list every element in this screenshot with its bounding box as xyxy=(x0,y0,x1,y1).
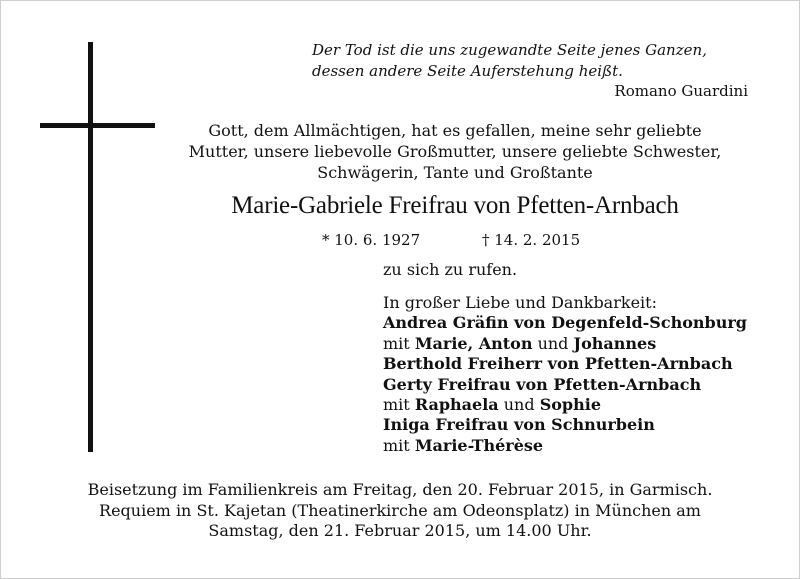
mourner-name: Andrea Gräfin von Degenfeld-Schonburg xyxy=(383,313,747,333)
announcement-intro xyxy=(160,120,750,183)
child-names: Sophie xyxy=(539,395,602,415)
child-names: Johannes xyxy=(573,333,657,353)
cross-vertical-beam xyxy=(88,42,93,452)
death-date: † 14. 2. 2015 xyxy=(482,231,581,249)
cross-horizontal-beam xyxy=(40,123,155,128)
child-names: Raphaela xyxy=(414,395,499,415)
und-word: und xyxy=(503,395,535,415)
quote-line: dessen andere Seite Auferstehung heißt. xyxy=(312,62,623,80)
intro-line: Schwägerin, Tante und Großtante xyxy=(317,163,593,182)
epigraph-quote xyxy=(312,40,748,82)
mourner-children xyxy=(383,334,783,354)
mourner-name: Iniga Freifrau von Schnurbein xyxy=(383,415,655,435)
mourner-name: Gerty Freifrau von Pfetten-Arnbach xyxy=(383,374,702,394)
funeral-line: Beisetzung im Familienkreis am Freitag, den 20. Februar 2015, in Garmisch. xyxy=(87,480,713,499)
funeral-line: Requiem in St. Kajetan (Theatinerkirche am Odeonsplatz) in München am xyxy=(99,500,701,520)
funeral-line: Samstag, den 21. Februar 2015, um 14.00 Uhr. xyxy=(208,521,592,540)
und-word: und xyxy=(537,333,569,353)
quote-line: Der Tod ist die uns zugewandte Seite jenes Ganzen, xyxy=(312,41,707,59)
mit-word: mit xyxy=(383,395,410,415)
closing-phrase: zu sich zu rufen. xyxy=(383,260,518,279)
mourner-children xyxy=(383,436,783,456)
child-names: Marie-Thérèse xyxy=(414,435,544,455)
intro-line: Gott, dem Allmächtigen, hat es gefallen, meine sehr geliebte xyxy=(208,121,702,140)
mourner-children xyxy=(383,395,783,415)
funeral-details xyxy=(40,480,760,542)
mit-word: mit xyxy=(383,435,410,455)
intro-line: Mutter, unsere liebevolle Großmutter, unsere geliebte Schwester, xyxy=(188,142,722,161)
mourners-intro: In großer Liebe und Dankbarkeit: xyxy=(383,293,657,312)
child-names: Marie, Anton xyxy=(414,333,533,353)
mourners-list xyxy=(383,293,783,456)
quote-author: Romano Guardini xyxy=(614,82,748,100)
birth-date: * 10. 6. 1927 xyxy=(322,231,421,249)
mourner-name: Berthold Freiherr von Pfetten-Arnbach xyxy=(383,354,733,374)
deceased-name: Marie-Gabriele Freifrau von Pfetten-Arnbach xyxy=(231,192,679,219)
mit-word: mit xyxy=(383,333,410,353)
